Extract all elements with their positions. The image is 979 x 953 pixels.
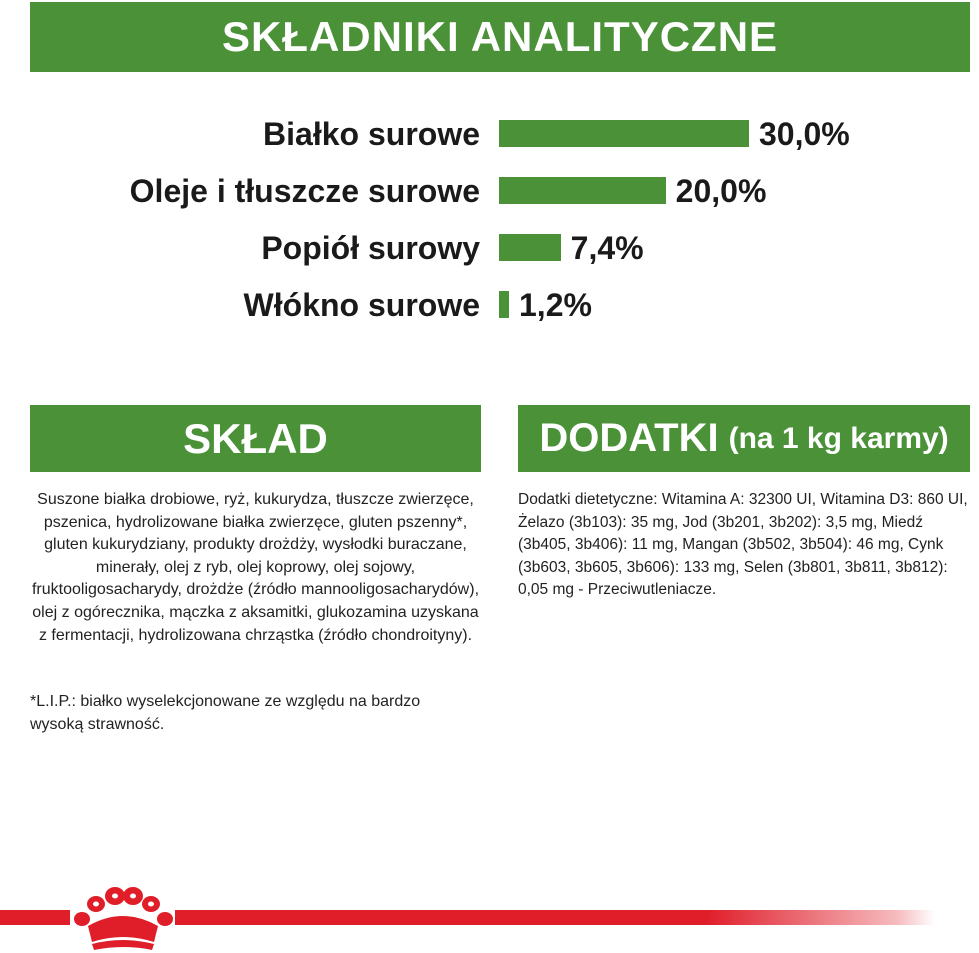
- chart-bar: [499, 291, 509, 318]
- chart-bar: [499, 177, 666, 204]
- analytic-chart: [0, 100, 979, 340]
- royal-canin-crown-icon: [70, 886, 176, 952]
- analytic-title: SKŁADNIKI ANALITYCZNE: [221, 13, 779, 60]
- chart-value-label: 1,2%: [519, 287, 592, 323]
- dodatki-header: [518, 405, 970, 472]
- sklad-text: Suszone białka drobiowe, ryż, kukurydza, tłuszcze zwierzęce, pszenica, hydrolizowane białka zwierzęce, gluten pszenny*, gluten kukurydziany, produkty drożdży, wysłodki buraczane, minerały, olej z ryb, olej koprowy, olej sojowy, fruktooligosacharydy, drożdże (źródło mannooligosacharydów), olej z ogórecznika, mączka z aksamitki, glukozamina uzyskana z fermentacji, hydrolizowana chrząstka (źródło chondroityny).: [31, 491, 480, 644]
- dodatki-subtitle: (na 1 kg karmy): [728, 421, 949, 455]
- chart-category-label: Białko surowe: [263, 116, 480, 152]
- analytic-header: [30, 2, 970, 72]
- sklad-title: SKŁAD: [183, 414, 328, 462]
- lip-note: *L.I.P.: białko wyselekcjonowane ze względu na bardzo wysoką strawność.: [30, 693, 421, 733]
- chart-bar: [499, 234, 561, 261]
- chart-category-label: Włókno surowe: [243, 287, 480, 323]
- footer-stripe-right: [175, 910, 935, 925]
- sklad-header: [30, 405, 481, 472]
- chart-category-label: Popiół surowy: [261, 230, 480, 266]
- chart-value-label: 7,4%: [570, 230, 644, 266]
- chart-value-label: 30,0%: [759, 116, 850, 152]
- chart-value-label: 20,0%: [675, 173, 767, 209]
- footer-stripe-left: [0, 910, 70, 925]
- chart-bar: [499, 120, 749, 147]
- dodatki-text: Dodatki dietetyczne: Witamina A: 32300 UI, Witamina D3: 860 UI, Żelazo (3b103): 35 mg, Jod (3b201, 3b202): 3,5 mg, Miedź (3b405, 3b406): 11 mg, Mangan (3b502, 3b504): 46 mg, Cynk (3b603, 3b605, 3b606): 133 mg, Selen (3b801, 3b811, 3b812): 0,05 mg - Przeciwutleniacze.: [518, 491, 968, 599]
- dodatki-title: DODATKI: [539, 416, 719, 460]
- chart-category-label: Oleje i tłuszcze surowe: [129, 173, 480, 209]
